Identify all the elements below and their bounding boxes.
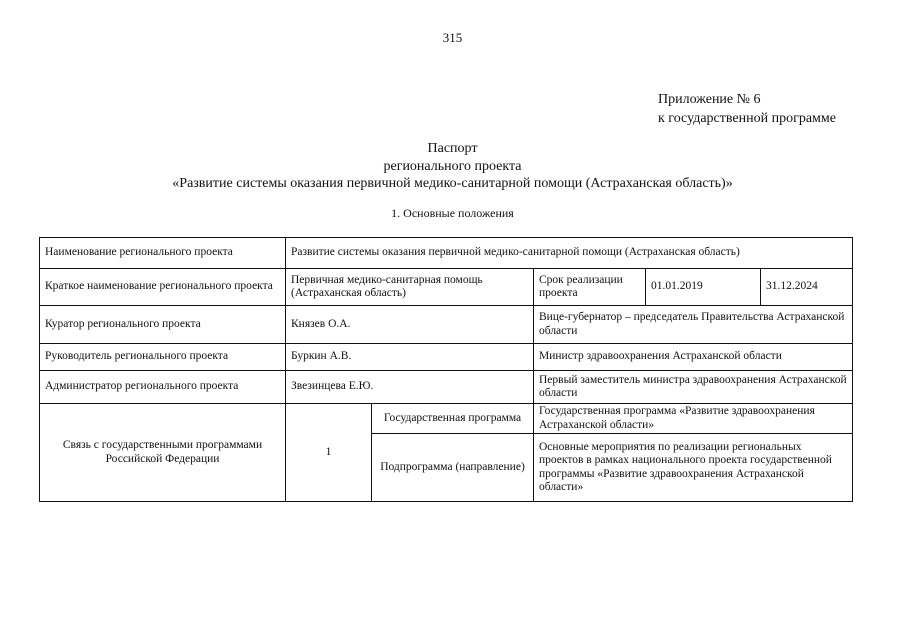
- head-label: Руководитель регионального проекта: [40, 344, 286, 371]
- subprogram-value: Основные мероприятия по реализации региональных проектов в рамках национального проекта государственной программы «Развитие здравоохранения Астраханской области»: [534, 434, 853, 502]
- admin-position: Первый заместитель министра здравоохранения Астраханской области: [534, 371, 853, 404]
- title-line-3: «Развитие системы оказания первичной медико-санитарной помощи (Астраханская область)»: [172, 176, 733, 191]
- table-row-head: [40, 344, 853, 371]
- title-line-2: регионального проекта: [383, 158, 522, 174]
- period-label: Срок реализации проекта: [534, 269, 646, 306]
- admin-name: Звезинцева Е.Ю.: [286, 371, 534, 404]
- appendix-note: [658, 90, 836, 128]
- table-row-curator: [40, 306, 853, 344]
- head-name: Буркин А.В.: [286, 344, 534, 371]
- short-name-value: Первичная медико-санитарная помощь (Астраханская область): [286, 269, 534, 306]
- table-row-program: [40, 404, 853, 434]
- appendix-line-1: Приложение № 6: [658, 92, 761, 107]
- name-value: Развитие системы оказания первичной медико-санитарной помощи (Астраханская область): [286, 238, 853, 269]
- table-row-name: [40, 238, 853, 269]
- end-date: 31.12.2024: [761, 269, 853, 306]
- curator-label: Куратор регионального проекта: [40, 306, 286, 344]
- program-label: Государственная программа: [372, 404, 534, 434]
- table-row-administrator: [40, 371, 853, 404]
- program-value: Государственная программа «Развитие здравоохранения Астраханской области»: [534, 404, 853, 434]
- admin-label: Администратор регионального проекта: [40, 371, 286, 404]
- title-line-1: Паспорт: [427, 141, 478, 156]
- page-number: 315: [442, 30, 463, 45]
- document-title: [0, 140, 905, 193]
- start-date: 01.01.2019: [646, 269, 761, 306]
- name-label: Наименование регионального проекта: [40, 238, 286, 269]
- appendix-line-2: к государственной программе: [658, 111, 836, 126]
- subprogram-label: Подпрограмма (направление): [372, 434, 534, 502]
- short-name-label: Краткое наименование регионального проекта: [40, 269, 286, 306]
- passport-table: [39, 237, 853, 502]
- curator-position: Вице-губернатор – председатель Правительства Астраханской области: [534, 306, 853, 344]
- link-number: 1: [286, 404, 372, 502]
- table-row-short-name: [40, 269, 853, 306]
- curator-name: Князев О.А.: [286, 306, 534, 344]
- link-label: Связь с государственными программами Российской Федерации: [40, 404, 286, 502]
- section-heading: 1. Основные положения: [391, 206, 514, 220]
- head-position: Министр здравоохранения Астраханской области: [534, 344, 853, 371]
